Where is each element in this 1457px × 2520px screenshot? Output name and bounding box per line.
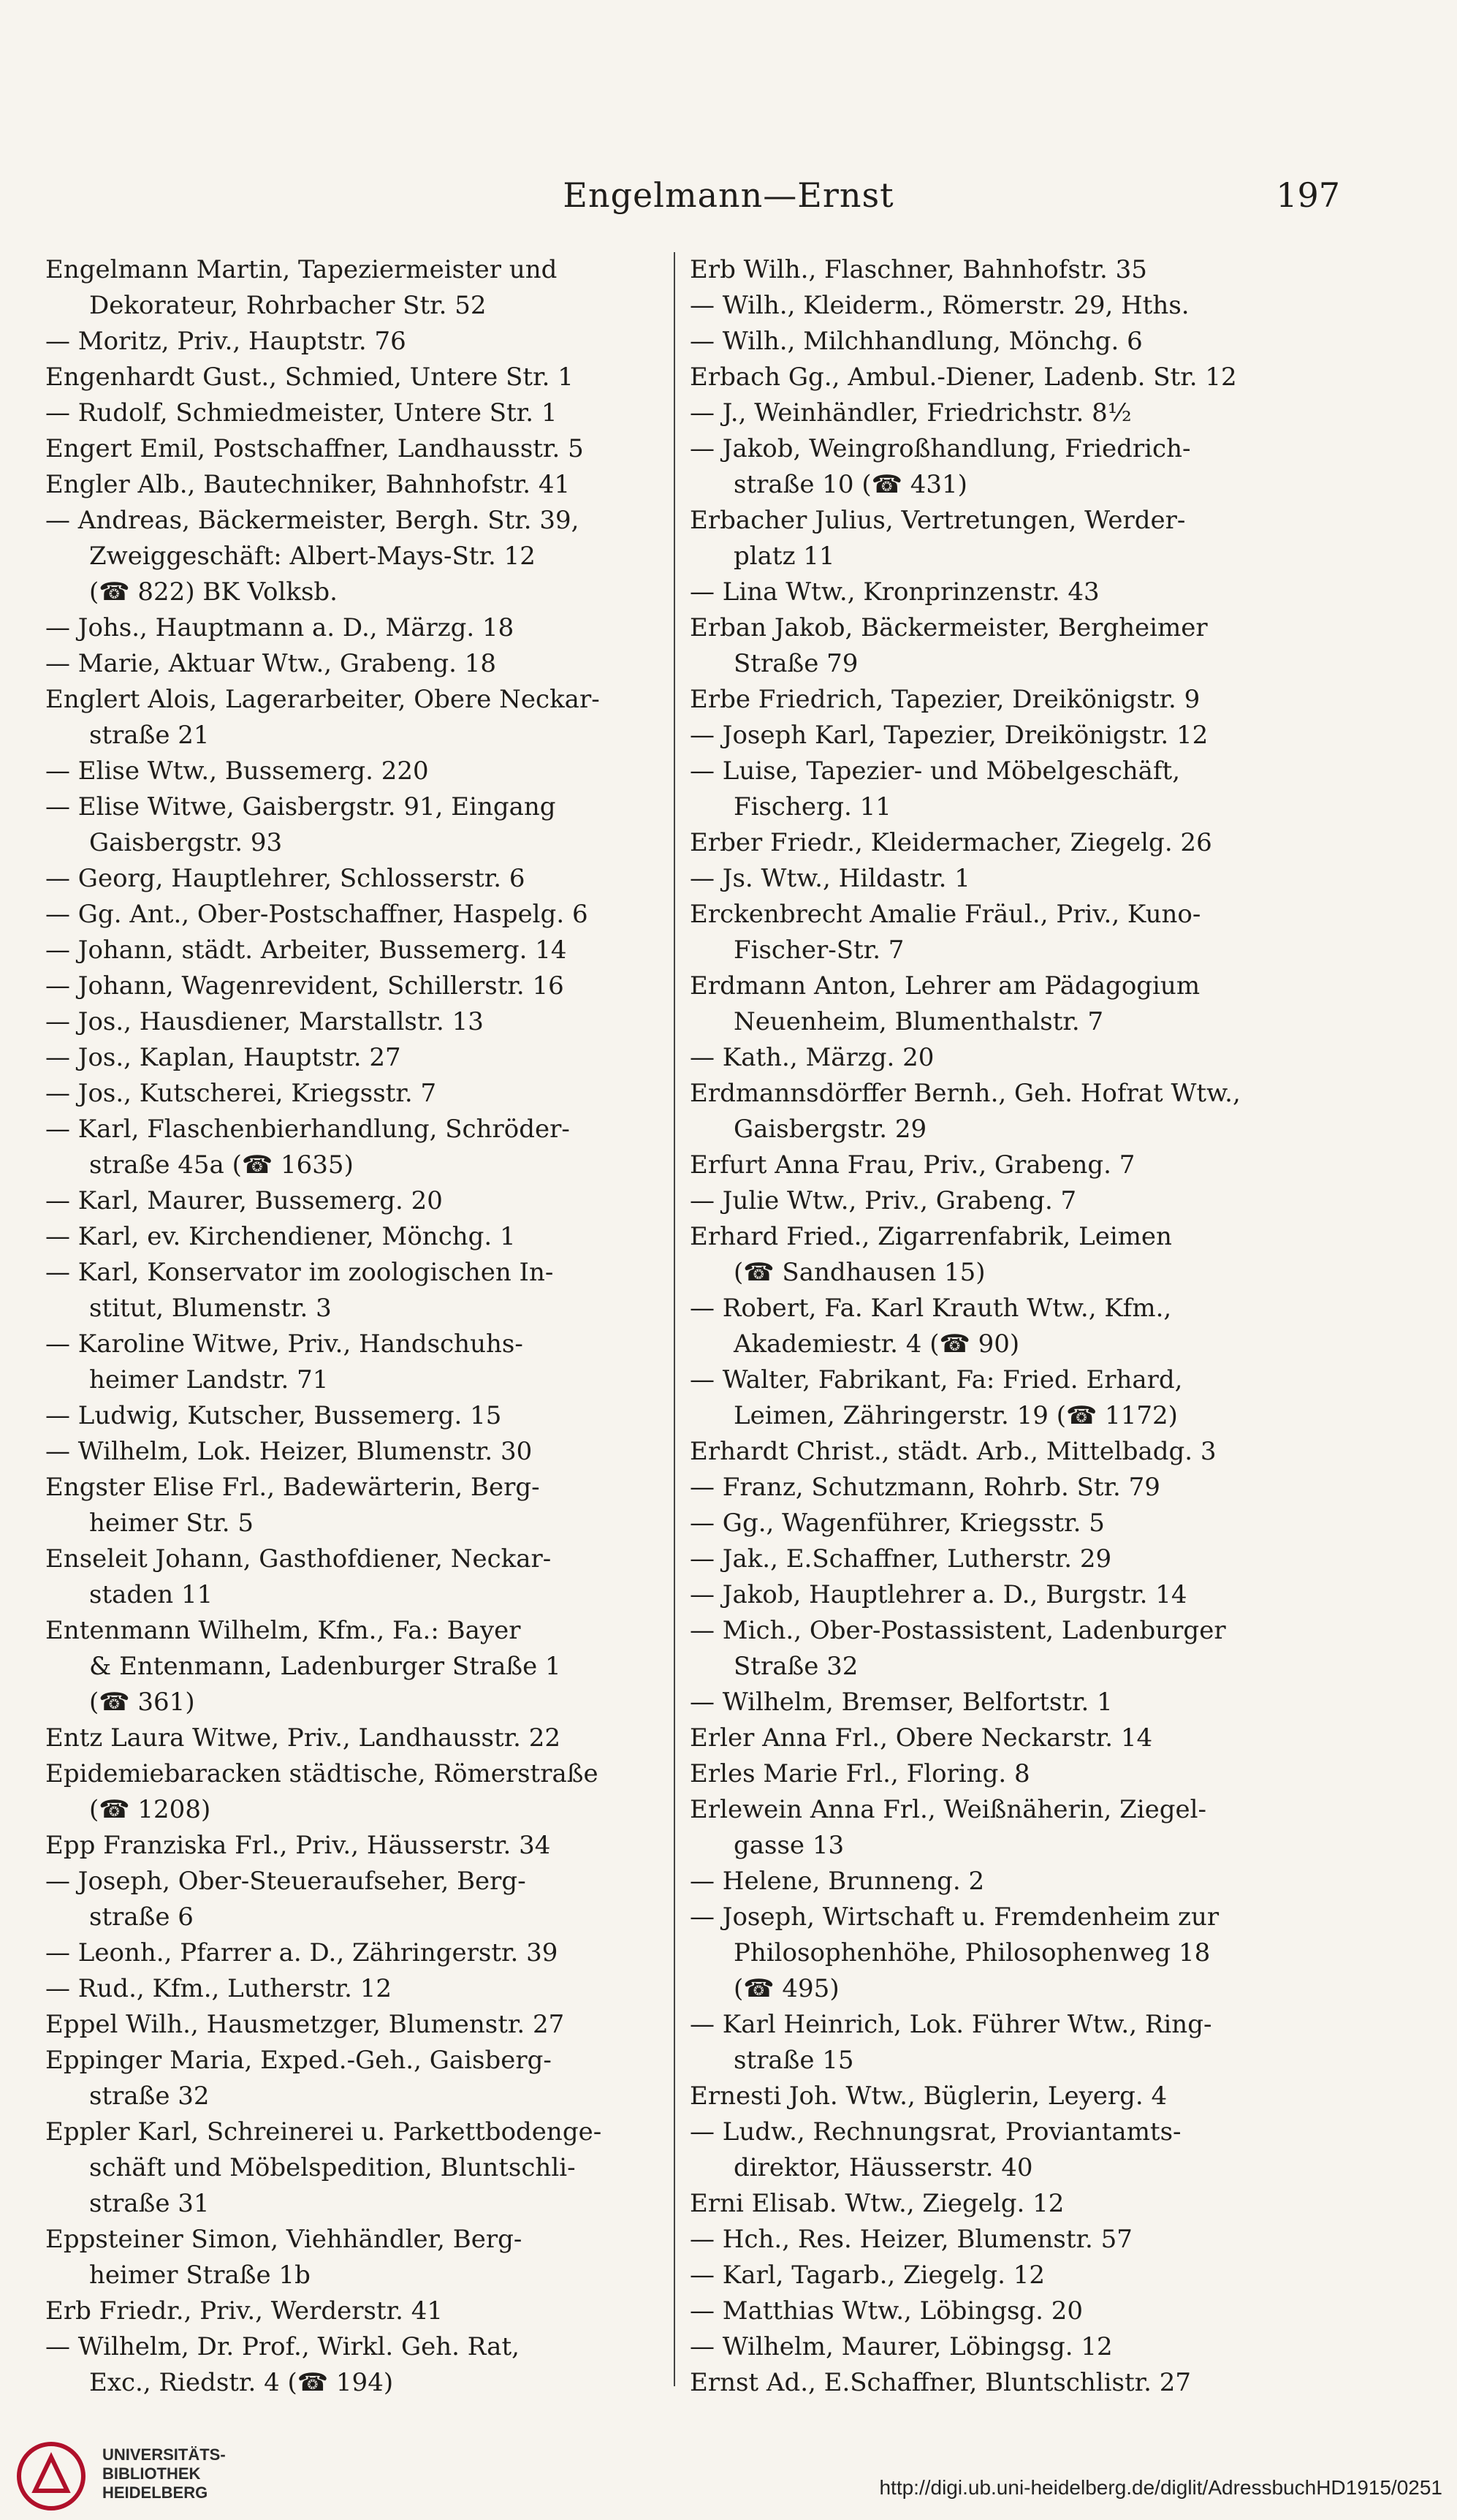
- directory-entry-line: Erckenbrecht Amalie Fräul., Priv., Kuno-: [690, 900, 1201, 929]
- directory-entry-line: straße 32: [89, 2081, 210, 2111]
- directory-entry-line: Erfurt Anna Frau, Priv., Grabeng. 7: [690, 1150, 1135, 1180]
- directory-entry-line: — Js. Wtw., Hildastr. 1: [690, 864, 970, 893]
- directory-entry-line: Erhard Fried., Zigarrenfabrik, Leimen: [690, 1222, 1172, 1251]
- directory-entry-line: Englert Alois, Lagerarbeiter, Obere Neckar-: [45, 685, 600, 714]
- directory-entry-line: Gaisbergstr. 29: [734, 1115, 927, 1144]
- directory-entry-line: heimer Straße 1b: [89, 2261, 311, 2290]
- directory-entry-line: — Karl, Konservator im zoologischen In-: [45, 1258, 554, 1287]
- directory-entry-line: Neuenheim, Blumenthalstr. 7: [734, 1007, 1104, 1036]
- directory-entry-line: Erdmann Anton, Lehrer am Pädagogium: [690, 971, 1201, 1001]
- directory-entry-line: — Robert, Fa. Karl Krauth Wtw., Kfm.,: [690, 1294, 1172, 1323]
- directory-entry-line: Epp Franziska Frl., Priv., Häusserstr. 34: [45, 1831, 551, 1860]
- page-header: [0, 175, 1457, 227]
- directory-entry-line: — Wilhelm, Maurer, Löbingsg. 12: [690, 2332, 1113, 2361]
- directory-entry-line: Engster Elise Frl., Badewärterin, Berg-: [45, 1473, 540, 1502]
- left-column: [45, 252, 663, 2401]
- directory-entry-line: — Rudolf, Schmiedmeister, Untere Str. 1: [45, 398, 558, 428]
- directory-entry-line: Eppler Karl, Schreinerei u. Parkettbodenge-: [45, 2117, 602, 2147]
- directory-entry-line: gasse 13: [734, 1831, 845, 1860]
- directory-entry-line: — Georg, Hauptlehrer, Schlosserstr. 6: [45, 864, 525, 893]
- directory-entry-line: platz 11: [734, 542, 835, 571]
- directory-entry-line: — Mich., Ober-Postassistent, Ladenburger: [690, 1616, 1226, 1645]
- directory-entry-line: — Jos., Hausdiener, Marstallstr. 13: [45, 1007, 484, 1036]
- directory-entry-line: — Wilhelm, Bremser, Belfortstr. 1: [690, 1688, 1113, 1717]
- directory-columns: [45, 252, 1413, 2397]
- directory-entry-line: — Wilh., Kleiderm., Römerstr. 29, Hths.: [690, 291, 1190, 320]
- directory-entry-line: — Lina Wtw., Kronprinzenstr. 43: [690, 577, 1100, 607]
- directory-entry-line: (☎ Sandhausen 15): [734, 1258, 986, 1287]
- directory-entry-line: Erbach Gg., Ambul.-Diener, Ladenb. Str. 12: [690, 363, 1237, 392]
- directory-entry-line: Engert Emil, Postschaffner, Landhausstr. 5: [45, 434, 584, 463]
- directory-entry-line: Entenmann Wilhelm, Kfm., Fa.: Bayer: [45, 1616, 521, 1645]
- directory-entry-line: — Gg., Wagenführer, Kriegsstr. 5: [690, 1508, 1105, 1538]
- directory-entry-line: Eppsteiner Simon, Viehhändler, Berg-: [45, 2225, 522, 2254]
- directory-entry-line: — Karl, Tagarb., Ziegelg. 12: [690, 2261, 1046, 2290]
- directory-entry-line: — Jos., Kutscherei, Kriegsstr. 7: [45, 1079, 437, 1108]
- library-name: [102, 2445, 226, 2502]
- directory-entry-line: stitut, Blumenstr. 3: [89, 1294, 332, 1323]
- directory-entry-line: (☎ 495): [734, 1974, 840, 2003]
- directory-entry-line: — Elise Wtw., Bussemerg. 220: [45, 756, 429, 786]
- directory-entry-line: — Elise Witwe, Gaisbergstr. 91, Eingang: [45, 792, 556, 821]
- directory-entry-line: Gaisbergstr. 93: [89, 828, 283, 857]
- directory-entry-line: — Joseph, Ober-Steueraufseher, Berg-: [45, 1867, 526, 1896]
- directory-entry-line: — Andreas, Bäckermeister, Bergh. Str. 39,: [45, 506, 579, 535]
- directory-entry-line: Erbe Friedrich, Tapezier, Dreikönigstr. 9: [690, 685, 1201, 714]
- directory-entry-line: straße 10 (☎ 431): [734, 470, 967, 499]
- source-url: http://digi.ub.uni-heidelberg.de/diglit/AdressbuchHD1915/0251: [879, 2476, 1442, 2499]
- directory-entry-line: — Hch., Res. Heizer, Blumenstr. 57: [690, 2225, 1133, 2254]
- directory-entry-line: — Wilhelm, Lok. Heizer, Blumenstr. 30: [45, 1437, 533, 1466]
- directory-entry-line: — Jos., Kaplan, Hauptstr. 27: [45, 1043, 401, 1072]
- directory-entry-line: Eppel Wilh., Hausmetzger, Blumenstr. 27: [45, 2010, 565, 2039]
- directory-entry-line: direktor, Häusserstr. 40: [734, 2153, 1033, 2182]
- directory-entry-line: — Jakob, Weingroßhandlung, Friedrich-: [690, 434, 1191, 463]
- directory-entry-line: — Ludw., Rechnungsrat, Proviantamts-: [690, 2117, 1182, 2147]
- directory-entry-line: — Joseph Karl, Tapezier, Dreikönigstr. 12: [690, 721, 1209, 750]
- directory-entry-line: — Helene, Brunneng. 2: [690, 1867, 985, 1896]
- directory-entry-line: Erbacher Julius, Vertretungen, Werder-: [690, 506, 1186, 535]
- directory-entry-line: Exc., Riedstr. 4 (☎ 194): [89, 2368, 394, 2397]
- directory-entry-line: Fischerg. 11: [734, 792, 891, 821]
- directory-entry-line: heimer Str. 5: [89, 1508, 254, 1538]
- directory-entry-line: — Karl Heinrich, Lok. Führer Wtw., Ring-: [690, 2010, 1212, 2039]
- directory-entry-line: — Johann, städt. Arbeiter, Bussemerg. 14: [45, 935, 567, 965]
- directory-entry-line: (☎ 361): [89, 1688, 195, 1717]
- directory-entry-line: — Karoline Witwe, Priv., Handschuhs-: [45, 1329, 523, 1359]
- directory-entry-line: — Karl, Flaschenbierhandlung, Schröder-: [45, 1115, 570, 1144]
- directory-entry-line: — Wilhelm, Dr. Prof., Wirkl. Geh. Rat,: [45, 2332, 520, 2361]
- library-name-line: BIBLIOTHEK: [102, 2464, 201, 2483]
- directory-entry-line: — Walter, Fabrikant, Fa: Fried. Erhard,: [690, 1365, 1183, 1394]
- directory-entry-line: Zweiggeschäft: Albert-Mays-Str. 12: [89, 542, 536, 571]
- directory-entry-line: & Entenmann, Ladenburger Straße 1: [89, 1652, 561, 1681]
- directory-entry-line: Erber Friedr., Kleidermacher, Ziegelg. 26: [690, 828, 1212, 857]
- directory-entry-line: — Leonh., Pfarrer a. D., Zähringerstr. 39: [45, 1938, 558, 1967]
- directory-entry-line: Akademiestr. 4 (☎ 90): [734, 1329, 1020, 1359]
- directory-entry-line: Philosophenhöhe, Philosophenweg 18: [734, 1938, 1211, 1967]
- directory-entry-line: Enseleit Johann, Gasthofdiener, Neckar-: [45, 1544, 552, 1574]
- page-title: Engelmann—Ernst: [563, 175, 894, 215]
- directory-entry-line: Erb Wilh., Flaschner, Bahnhofstr. 35: [690, 255, 1147, 284]
- page-number: 197: [1276, 175, 1340, 215]
- directory-entry-line: straße 31: [89, 2189, 210, 2218]
- directory-entry-line: — J., Weinhändler, Friedrichstr. 8½: [690, 398, 1132, 428]
- directory-entry-line: Ernesti Joh. Wtw., Büglerin, Leyerg. 4: [690, 2081, 1168, 2111]
- directory-entry-line: Erdmannsdörffer Bernh., Geh. Hofrat Wtw.,: [690, 1079, 1241, 1108]
- directory-entry-line: — Moritz, Priv., Hauptstr. 76: [45, 327, 406, 356]
- directory-entry-line: — Marie, Aktuar Wtw., Grabeng. 18: [45, 649, 497, 678]
- directory-entry-line: — Kath., Märzg. 20: [690, 1043, 935, 1072]
- directory-entry-line: (☎ 822) BK Volksb.: [89, 577, 338, 607]
- directory-entry-line: — Karl, ev. Kirchendiener, Mönchg. 1: [45, 1222, 516, 1251]
- directory-entry-line: Eppinger Maria, Exped.-Geh., Gaisberg-: [45, 2046, 552, 2075]
- directory-entry-line: Epidemiebaracken städtische, Römerstraße: [45, 1759, 598, 1788]
- directory-entry-line: Erb Friedr., Priv., Werderstr. 41: [45, 2296, 443, 2326]
- directory-entry-line: Straße 79: [734, 649, 859, 678]
- directory-entry-line: Leimen, Zähringerstr. 19 (☎ 1172): [734, 1401, 1178, 1430]
- directory-entry-line: Engler Alb., Bautechniker, Bahnhofstr. 41: [45, 470, 571, 499]
- directory-entry-line: straße 15: [734, 2046, 854, 2075]
- directory-entry-line: — Luise, Tapezier- und Möbelgeschäft,: [690, 756, 1181, 786]
- directory-entry-line: — Matthias Wtw., Löbingsg. 20: [690, 2296, 1084, 2326]
- directory-entry-line: straße 45a (☎ 1635): [89, 1150, 354, 1180]
- directory-entry-line: staden 11: [89, 1580, 213, 1609]
- directory-entry-line: — Jakob, Hauptlehrer a. D., Burgstr. 14: [690, 1580, 1187, 1609]
- directory-entry-line: straße 6: [89, 1902, 194, 1932]
- directory-entry-line: — Rud., Kfm., Lutherstr. 12: [45, 1974, 392, 2003]
- directory-entry-line: Straße 32: [734, 1652, 859, 1681]
- directory-entry-line: Erles Marie Frl., Floring. 8: [690, 1759, 1030, 1788]
- directory-entry-line: — Franz, Schutzmann, Rohrb. Str. 79: [690, 1473, 1160, 1502]
- directory-entry-line: schäft und Möbelspedition, Bluntschli-: [89, 2153, 576, 2182]
- directory-entry-line: — Johs., Hauptmann a. D., Märzg. 18: [45, 613, 514, 642]
- directory-entry-line: Engenhardt Gust., Schmied, Untere Str. 1: [45, 363, 574, 392]
- directory-entry-line: — Karl, Maurer, Bussemerg. 20: [45, 1186, 443, 1215]
- directory-entry-line: — Ludwig, Kutscher, Bussemerg. 15: [45, 1401, 502, 1430]
- directory-entry-line: — Jak., E.Schaffner, Lutherstr. 29: [690, 1544, 1112, 1574]
- directory-entry-line: Fischer-Str. 7: [734, 935, 905, 965]
- directory-entry-line: Entz Laura Witwe, Priv., Landhausstr. 22: [45, 1723, 561, 1753]
- directory-entry-line: Ernst Ad., E.Schaffner, Bluntschlistr. 27: [690, 2368, 1192, 2397]
- directory-entry-line: Erni Elisab. Wtw., Ziegelg. 12: [690, 2189, 1065, 2218]
- directory-entry-line: Erler Anna Frl., Obere Neckarstr. 14: [690, 1723, 1153, 1753]
- library-logo-icon: [15, 2440, 88, 2513]
- directory-entry-line: Erhardt Christ., städt. Arb., Mittelbadg. 3: [690, 1437, 1217, 1466]
- library-name-line: UNIVERSITÄTS-: [102, 2445, 226, 2464]
- directory-entry-line: Engelmann Martin, Tapeziermeister und: [45, 255, 558, 284]
- footer: [0, 2432, 1457, 2520]
- directory-entry-line: — Wilh., Milchhandlung, Mönchg. 6: [690, 327, 1143, 356]
- column-divider: [674, 252, 675, 2386]
- directory-entry-line: Erlewein Anna Frl., Weißnäherin, Ziegel-: [690, 1795, 1207, 1824]
- directory-entry-line: — Joseph, Wirtschaft u. Fremdenheim zur: [690, 1902, 1220, 1932]
- directory-entry-line: — Julie Wtw., Priv., Grabeng. 7: [690, 1186, 1077, 1215]
- directory-entry-line: straße 21: [89, 721, 210, 750]
- library-name-line: HEIDELBERG: [102, 2483, 208, 2502]
- directory-entry-line: — Gg. Ant., Ober-Postschaffner, Haspelg. 6: [45, 900, 588, 929]
- directory-entry-line: Dekorateur, Rohrbacher Str. 52: [89, 291, 487, 320]
- directory-entry-line: (☎ 1208): [89, 1795, 211, 1824]
- right-column: [690, 252, 1413, 2401]
- directory-entry-line: heimer Landstr. 71: [89, 1365, 329, 1394]
- directory-entry-line: — Johann, Wagenrevident, Schillerstr. 16: [45, 971, 564, 1001]
- directory-entry-line: Erban Jakob, Bäckermeister, Bergheimer: [690, 613, 1208, 642]
